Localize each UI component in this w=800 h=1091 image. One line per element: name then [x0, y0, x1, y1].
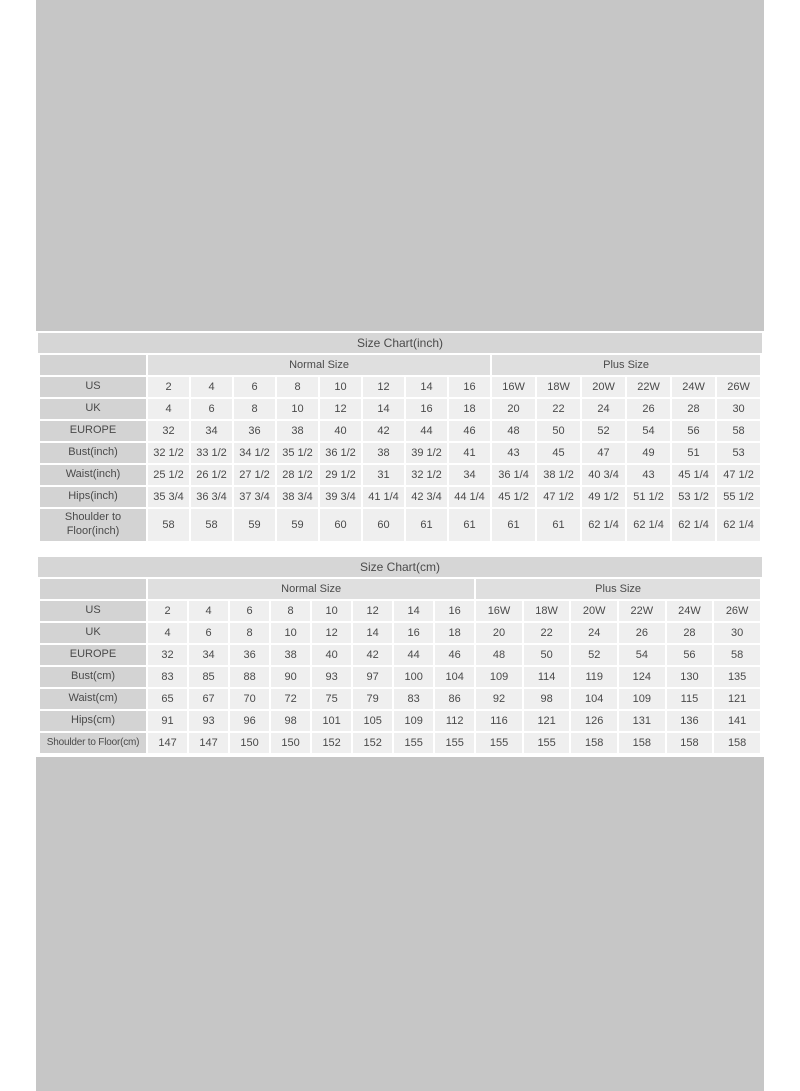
size-cell: 96	[230, 711, 269, 731]
size-cell: 130	[667, 667, 713, 687]
size-cell: 20	[492, 399, 535, 419]
size-cell: 32 1/2	[406, 465, 447, 485]
size-cell: 16	[406, 399, 447, 419]
size-cell: 155	[435, 733, 474, 753]
size-cell: 28 1/2	[277, 465, 318, 485]
size-cell: 12	[312, 623, 351, 643]
size-cell: 61	[406, 509, 447, 541]
cm-table-title: Size Chart(cm)	[359, 560, 440, 574]
size-cell: 150	[271, 733, 310, 753]
table-row	[40, 487, 760, 507]
row-label: Shoulder to Floor(cm)	[40, 733, 146, 753]
size-cell: 155	[476, 733, 522, 753]
size-cell: 38 1/2	[537, 465, 580, 485]
size-cell: 62 1/4	[582, 509, 625, 541]
size-cell: 70	[230, 689, 269, 709]
size-cell: 119	[571, 667, 617, 687]
inch-table-title-bar	[38, 333, 762, 353]
size-cell: 135	[714, 667, 760, 687]
size-cell: 58	[148, 509, 189, 541]
size-cell: 47 1/2	[717, 465, 760, 485]
size-cell: 35 3/4	[148, 487, 189, 507]
size-table-cm	[38, 577, 762, 755]
size-cell: 121	[524, 711, 570, 731]
row-label: Bust(inch)	[40, 443, 146, 463]
size-cell: 8	[230, 623, 269, 643]
size-cell: 48	[476, 645, 522, 665]
size-cell: 61	[492, 509, 535, 541]
size-cell: 61	[537, 509, 580, 541]
size-chart-cm-section	[36, 557, 764, 755]
table-row	[40, 645, 760, 665]
size-cell: 104	[435, 667, 474, 687]
size-cell: 101	[312, 711, 351, 731]
size-cell: 28	[672, 399, 715, 419]
row-label: US	[40, 377, 146, 397]
size-cell: 28	[667, 623, 713, 643]
row-label: US	[40, 601, 146, 621]
size-cell: 26	[627, 399, 670, 419]
size-group-header: Normal Size	[148, 579, 474, 599]
size-cell: 141	[714, 711, 760, 731]
size-cell: 4	[148, 399, 189, 419]
table-row	[40, 509, 760, 541]
size-group-header: Plus Size	[476, 579, 760, 599]
row-label: Hips(cm)	[40, 711, 146, 731]
table-row	[40, 399, 760, 419]
size-cell: 34	[189, 645, 228, 665]
size-cell: 22	[537, 399, 580, 419]
table-row	[40, 667, 760, 687]
size-cell: 100	[394, 667, 433, 687]
size-cell: 45 1/4	[672, 465, 715, 485]
row-label: EUROPE	[40, 645, 146, 665]
table-row	[40, 711, 760, 731]
size-cell: 58	[714, 645, 760, 665]
row-label: Waist(inch)	[40, 465, 146, 485]
inch-table-title: Size Chart(inch)	[356, 336, 444, 350]
size-cell: 14	[394, 601, 433, 621]
size-cell: 24	[582, 399, 625, 419]
size-cell: 52	[571, 645, 617, 665]
size-cell: 44	[406, 421, 447, 441]
size-cell: 98	[271, 711, 310, 731]
row-label: EUROPE	[40, 421, 146, 441]
size-cell: 62 1/4	[627, 509, 670, 541]
size-cell: 155	[394, 733, 433, 753]
size-cell: 158	[619, 733, 665, 753]
size-cell: 86	[435, 689, 474, 709]
size-cell: 18	[449, 399, 490, 419]
size-cell: 79	[353, 689, 392, 709]
size-cell: 109	[619, 689, 665, 709]
table-row	[40, 601, 760, 621]
size-cell: 16W	[492, 377, 535, 397]
size-cell: 2	[148, 601, 187, 621]
size-cell: 14	[353, 623, 392, 643]
size-cell: 147	[189, 733, 228, 753]
size-cell: 93	[189, 711, 228, 731]
size-cell: 155	[524, 733, 570, 753]
size-cell: 116	[476, 711, 522, 731]
size-group-header: Plus Size	[492, 355, 760, 375]
size-cell: 43	[492, 443, 535, 463]
table-row	[40, 623, 760, 643]
size-cell: 152	[353, 733, 392, 753]
size-cell: 59	[277, 509, 318, 541]
size-cell: 22	[524, 623, 570, 643]
size-cell: 38 3/4	[277, 487, 318, 507]
size-cell: 33 1/2	[191, 443, 232, 463]
size-cell: 2	[148, 377, 189, 397]
size-cell: 6	[230, 601, 269, 621]
size-cell: 8	[271, 601, 310, 621]
size-cell: 39 1/2	[406, 443, 447, 463]
row-label: Shoulder to Floor(inch)	[40, 509, 146, 541]
size-cell: 147	[148, 733, 187, 753]
size-cell: 36	[230, 645, 269, 665]
size-cell: 32 1/2	[148, 443, 189, 463]
size-cell: 53 1/2	[672, 487, 715, 507]
size-cell: 22W	[619, 601, 665, 621]
row-label: UK	[40, 399, 146, 419]
size-cell: 58	[717, 421, 760, 441]
size-cell: 131	[619, 711, 665, 731]
size-cell: 47 1/2	[537, 487, 580, 507]
size-table-inch	[38, 353, 762, 543]
size-cell: 32	[148, 421, 189, 441]
size-cell: 18W	[524, 601, 570, 621]
size-cell: 34	[449, 465, 490, 485]
size-cell: 61	[449, 509, 490, 541]
size-cell: 34	[191, 421, 232, 441]
size-cell: 58	[191, 509, 232, 541]
size-cell: 56	[672, 421, 715, 441]
size-cell: 8	[277, 377, 318, 397]
size-cell: 46	[435, 645, 474, 665]
size-cell: 36 1/2	[320, 443, 361, 463]
size-cell: 41	[449, 443, 490, 463]
size-cell: 14	[406, 377, 447, 397]
size-cell: 121	[714, 689, 760, 709]
row-label: UK	[40, 623, 146, 643]
size-cell: 105	[353, 711, 392, 731]
size-cell: 51	[672, 443, 715, 463]
size-cell: 24W	[672, 377, 715, 397]
size-chart-inch-section	[36, 333, 764, 543]
size-cell: 60	[363, 509, 404, 541]
size-cell: 29 1/2	[320, 465, 361, 485]
size-cell: 90	[271, 667, 310, 687]
size-cell: 6	[191, 399, 232, 419]
size-cell: 14	[363, 399, 404, 419]
size-cell: 45 1/2	[492, 487, 535, 507]
size-cell: 40 3/4	[582, 465, 625, 485]
size-cell: 55 1/2	[717, 487, 760, 507]
size-cell: 48	[492, 421, 535, 441]
size-cell: 4	[191, 377, 232, 397]
size-cell: 46	[449, 421, 490, 441]
size-cell: 42	[353, 645, 392, 665]
size-cell: 10	[277, 399, 318, 419]
size-cell: 4	[148, 623, 187, 643]
table-row	[40, 689, 760, 709]
size-cell: 10	[312, 601, 351, 621]
row-label: Waist(cm)	[40, 689, 146, 709]
size-cell: 109	[476, 667, 522, 687]
size-cell: 150	[230, 733, 269, 753]
size-cell: 27 1/2	[234, 465, 275, 485]
size-cell: 53	[717, 443, 760, 463]
size-cell: 39 3/4	[320, 487, 361, 507]
size-cell: 44 1/4	[449, 487, 490, 507]
size-cell: 6	[234, 377, 275, 397]
group-header-row	[40, 355, 760, 375]
size-cell: 42	[363, 421, 404, 441]
size-cell: 158	[667, 733, 713, 753]
size-cell: 4	[189, 601, 228, 621]
size-cell: 126	[571, 711, 617, 731]
table-row	[40, 733, 760, 753]
size-cell: 40	[320, 421, 361, 441]
size-cell: 50	[524, 645, 570, 665]
size-cell: 26 1/2	[191, 465, 232, 485]
size-cell: 44	[394, 645, 433, 665]
size-cell: 50	[537, 421, 580, 441]
size-cell: 26W	[717, 377, 760, 397]
size-cell: 104	[571, 689, 617, 709]
size-cell: 20	[476, 623, 522, 643]
size-cell: 91	[148, 711, 187, 731]
size-cell: 8	[234, 399, 275, 419]
size-cell: 152	[312, 733, 351, 753]
row-label: Hips(inch)	[40, 487, 146, 507]
size-cell: 60	[320, 509, 361, 541]
size-cell: 54	[627, 421, 670, 441]
size-cell: 158	[714, 733, 760, 753]
size-cell: 30	[717, 399, 760, 419]
size-cell: 93	[312, 667, 351, 687]
size-cell: 72	[271, 689, 310, 709]
size-cell: 20W	[571, 601, 617, 621]
size-cell: 114	[524, 667, 570, 687]
size-cell: 34 1/2	[234, 443, 275, 463]
size-cell: 54	[619, 645, 665, 665]
table-row	[40, 465, 760, 485]
size-cell: 25 1/2	[148, 465, 189, 485]
size-cell: 22W	[627, 377, 670, 397]
size-cell: 16W	[476, 601, 522, 621]
size-group-header: Normal Size	[148, 355, 490, 375]
size-cell: 16	[435, 601, 474, 621]
size-cell: 12	[320, 399, 361, 419]
size-cell: 83	[394, 689, 433, 709]
size-cell: 12	[363, 377, 404, 397]
size-cell: 47	[582, 443, 625, 463]
size-cell: 65	[148, 689, 187, 709]
size-cell: 41 1/4	[363, 487, 404, 507]
size-cell: 45	[537, 443, 580, 463]
cm-table-title-bar	[38, 557, 762, 577]
size-cell: 97	[353, 667, 392, 687]
size-cell: 49 1/2	[582, 487, 625, 507]
size-cell: 32	[148, 645, 187, 665]
size-cell: 35 1/2	[277, 443, 318, 463]
size-cell: 26	[619, 623, 665, 643]
size-cell: 31	[363, 465, 404, 485]
size-cell: 26W	[714, 601, 760, 621]
size-cell: 112	[435, 711, 474, 731]
size-cell: 49	[627, 443, 670, 463]
table-row	[40, 377, 760, 397]
size-cell: 43	[627, 465, 670, 485]
size-cell: 36	[234, 421, 275, 441]
size-chart-panel	[36, 331, 764, 757]
size-cell: 98	[524, 689, 570, 709]
corner-cell	[40, 579, 146, 599]
size-cell: 136	[667, 711, 713, 731]
size-cell: 56	[667, 645, 713, 665]
size-cell: 67	[189, 689, 228, 709]
size-cell: 85	[189, 667, 228, 687]
size-cell: 36 3/4	[191, 487, 232, 507]
size-cell: 37 3/4	[234, 487, 275, 507]
group-header-row	[40, 579, 760, 599]
size-cell: 83	[148, 667, 187, 687]
size-cell: 18	[435, 623, 474, 643]
size-cell: 124	[619, 667, 665, 687]
size-cell: 52	[582, 421, 625, 441]
table-row	[40, 421, 760, 441]
size-cell: 10	[320, 377, 361, 397]
corner-cell	[40, 355, 146, 375]
size-cell: 109	[394, 711, 433, 731]
size-cell: 75	[312, 689, 351, 709]
row-label: Bust(cm)	[40, 667, 146, 687]
size-cell: 62 1/4	[672, 509, 715, 541]
size-cell: 88	[230, 667, 269, 687]
size-cell: 38	[277, 421, 318, 441]
size-cell: 16	[449, 377, 490, 397]
table-row	[40, 443, 760, 463]
size-cell: 59	[234, 509, 275, 541]
size-cell: 6	[189, 623, 228, 643]
size-cell: 115	[667, 689, 713, 709]
size-cell: 16	[394, 623, 433, 643]
size-cell: 36 1/4	[492, 465, 535, 485]
size-cell: 51 1/2	[627, 487, 670, 507]
size-cell: 62 1/4	[717, 509, 760, 541]
size-cell: 40	[312, 645, 351, 665]
size-cell: 158	[571, 733, 617, 753]
size-cell: 24W	[667, 601, 713, 621]
size-cell: 30	[714, 623, 760, 643]
size-cell: 92	[476, 689, 522, 709]
size-cell: 20W	[582, 377, 625, 397]
size-cell: 24	[571, 623, 617, 643]
size-cell: 42 3/4	[406, 487, 447, 507]
size-cell: 18W	[537, 377, 580, 397]
size-cell: 10	[271, 623, 310, 643]
size-cell: 38	[271, 645, 310, 665]
size-cell: 12	[353, 601, 392, 621]
size-cell: 38	[363, 443, 404, 463]
